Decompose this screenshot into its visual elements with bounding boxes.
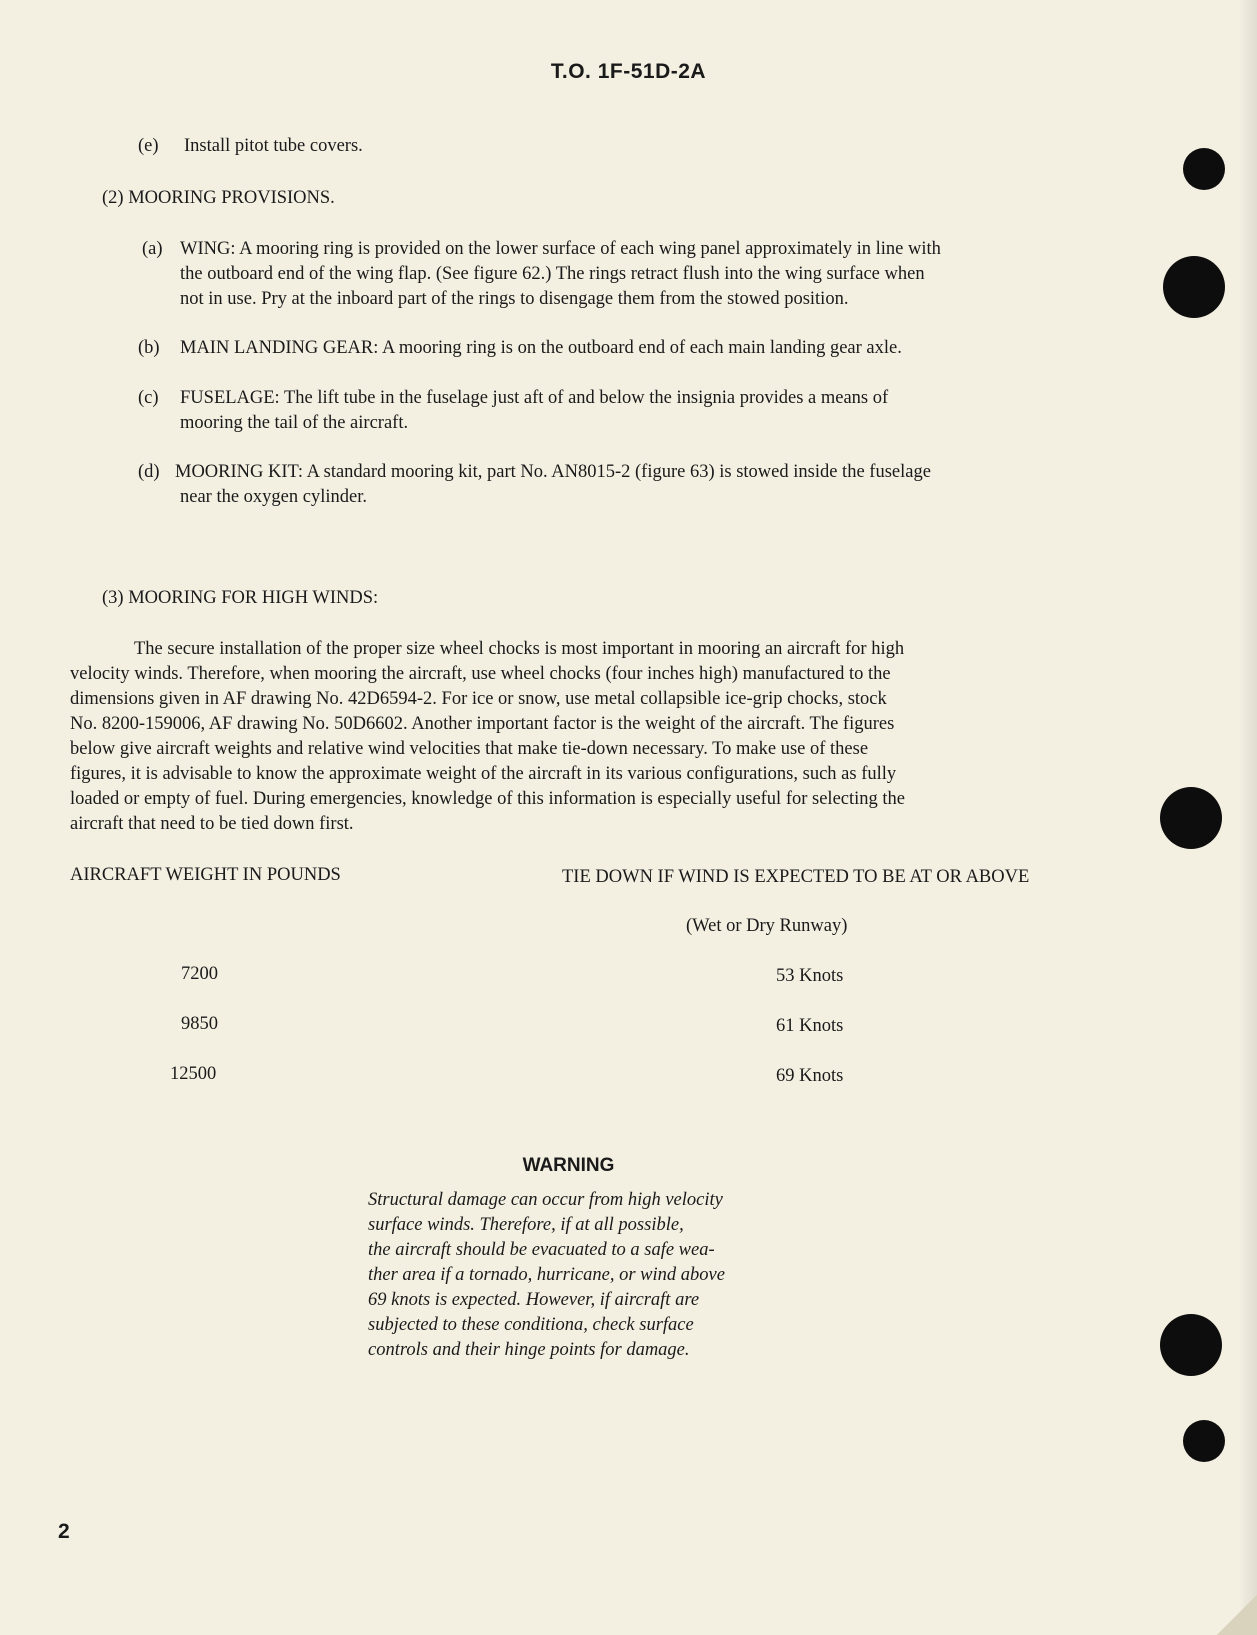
paragraph-line-2: velocity winds. Therefore, when mooring the aircraft, use wheel chocks (four inches high) manufactured to the	[70, 664, 891, 684]
binder-hole	[1163, 256, 1225, 318]
page-header: T.O. 1F-51D-2A	[550, 60, 707, 83]
binder-hole	[1183, 148, 1225, 190]
warning-title: WARNING	[522, 1155, 615, 1176]
section-3-title: MOORING FOR HIGH WINDS:	[128, 588, 379, 608]
warning-line-6: subjected to these conditiona, check surface	[368, 1315, 694, 1335]
item-a-line-3: not in use. Pry at the inboard part of the rings to disengage them from the stowed position.	[180, 289, 849, 309]
section-3-label: (3)	[102, 588, 124, 608]
item-a-line-2: the outboard end of the wing flap. (See figure 62.) The rings retract flush into the wing surface when	[180, 264, 925, 284]
section-2-label: (2)	[102, 188, 124, 208]
table-col2-header: TIE DOWN IF WIND IS EXPECTED TO BE AT OR ABOVE	[562, 867, 1030, 887]
table-row-2-wind: 61 Knots	[776, 1016, 844, 1036]
paragraph-line-1: The secure installation of the proper size wheel chocks is most important in mooring an aircraft for high	[134, 639, 905, 659]
table-row-1-wind: 53 Knots	[776, 966, 844, 986]
page-corner-fold	[1217, 1595, 1257, 1635]
item-e-text: Install pitot tube covers.	[184, 136, 363, 156]
item-a-label: (a)	[142, 239, 163, 259]
item-e-label: (e)	[138, 136, 159, 156]
binder-hole	[1160, 787, 1222, 849]
warning-line-4: ther area if a tornado, hurricane, or wind above	[368, 1265, 725, 1285]
warning-line-3: the aircraft should be evacuated to a safe wea-	[368, 1240, 715, 1260]
table-col1-header: AIRCRAFT WEIGHT IN POUNDS	[70, 865, 341, 885]
item-e	[138, 134, 363, 159]
section-2-title: MOORING PROVISIONS.	[128, 188, 335, 208]
item-c-line-2: mooring the tail of the aircraft.	[180, 413, 409, 433]
item-d-line-1: MOORING KIT: A standard mooring kit, part No. AN8015-2 (figure 63) is stowed inside the fuselage	[175, 462, 931, 482]
section-2-heading	[102, 186, 335, 211]
table-row-1-weight: 7200	[181, 964, 218, 984]
item-b-line-1: MAIN LANDING GEAR: A mooring ring is on the outboard end of each main landing gear axle.	[180, 338, 902, 358]
page-number: 2	[58, 1520, 70, 1543]
binder-hole	[1160, 1314, 1222, 1376]
paragraph-line-6: figures, it is advisable to know the approximate weight of the aircraft in its various configurations, such as fully	[70, 764, 897, 784]
paragraph-line-8: aircraft that need to be tied down first.	[70, 814, 354, 834]
warning-line-2: surface winds. Therefore, if at all possible,	[368, 1215, 684, 1235]
warning-line-5: 69 knots is expected. However, if aircraft are	[368, 1290, 700, 1310]
item-b-label: (b)	[138, 338, 160, 358]
paragraph-line-3: dimensions given in AF drawing No. 42D6594-2. For ice or snow, use metal collapsible ice-grip chocks, stock	[70, 689, 887, 709]
item-d-line-2: near the oxygen cylinder.	[180, 487, 367, 507]
page-edge-shadow	[1239, 0, 1257, 1635]
paragraph-line-5: below give aircraft weights and relative wind velocities that make tie-down necessary. To make use of these	[70, 739, 869, 759]
table-row-3-wind: 69 Knots	[776, 1066, 844, 1086]
warning-line-7: controls and their hinge points for damage.	[368, 1340, 690, 1360]
item-c-label: (c)	[138, 388, 159, 408]
item-c-line-1: FUSELAGE: The lift tube in the fuselage just aft of and below the insignia provides a means of	[180, 388, 889, 408]
table-col2-subheader: (Wet or Dry Runway)	[686, 916, 848, 936]
warning-line-1: Structural damage can occur from high velocity	[368, 1190, 723, 1210]
item-a-line-1: WING: A mooring ring is provided on the lower surface of each wing panel approximately in line with	[180, 239, 941, 259]
paragraph-line-7: loaded or empty of fuel. During emergencies, knowledge of this information is especially useful for selecting the	[70, 789, 906, 809]
table-row-2-weight: 9850	[181, 1014, 218, 1034]
item-d-label: (d)	[138, 462, 160, 482]
section-3-heading	[102, 586, 378, 611]
paragraph-line-4: No. 8200-159006, AF drawing No. 50D6602. Another important factor is the weight of the aircraft. The figures	[70, 714, 895, 734]
binder-hole	[1183, 1420, 1225, 1462]
table-row-3-weight: 12500	[170, 1064, 217, 1084]
